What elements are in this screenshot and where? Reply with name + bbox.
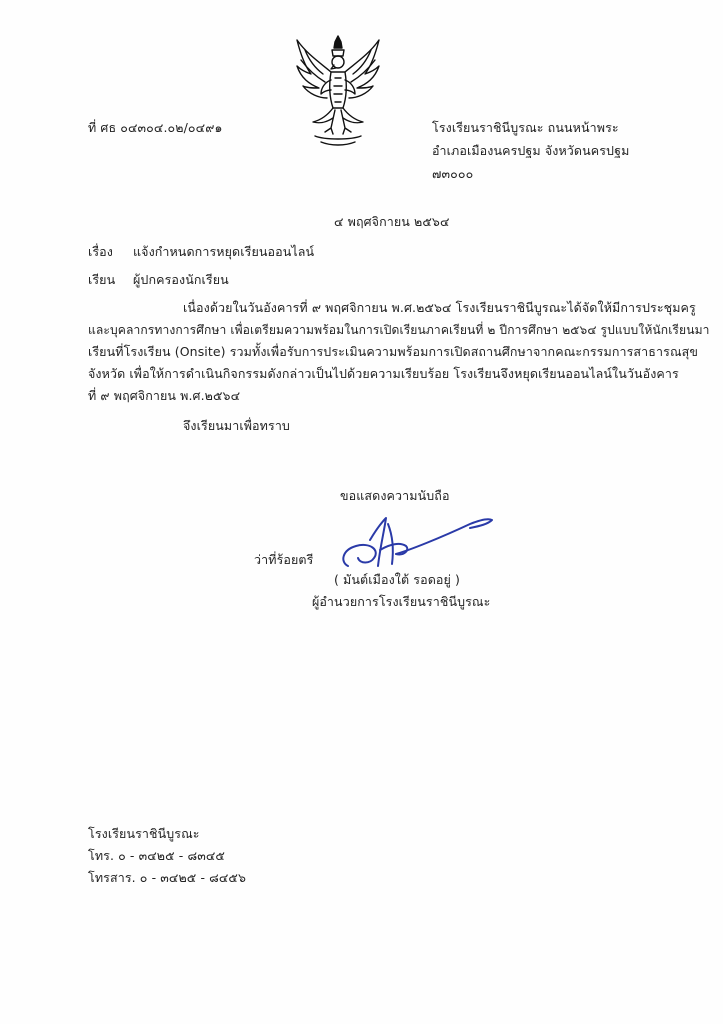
footer-organization: โรงเรียนราชินีบูรณะ [88,826,200,841]
footer-fax: โทรสาร. ๐ - ๓๔๒๕ - ๘๔๕๖ [88,870,247,885]
handwritten-signature [330,510,500,580]
signer-name: ( มันต์เมืองใต้ รอดอยู่ ) [334,572,460,587]
closing-salutation: ขอแสดงความนับถือ [340,488,450,503]
body-line: เนื่องด้วยในวันอังคารที่ ๙ พฤศจิกายน พ.ศ.๒๕๖๔ โรงเรียนราชินีบูรณะได้จัดให้มีการประชุมครู [183,300,696,315]
footer-telephone: โทร. ๐ - ๓๔๒๕ - ๘๓๔๕ [88,848,225,863]
document-reference-number: ที่ ศธ ๐๔๓๐๔.๐๒/๐๔๙๑ [88,120,223,135]
body-line: เรียนที่โรงเรียน (Onsite) รวมทั้งเพื่อรับการประเมินความพร้อมการเปิดสถานศึกษาจากคณะกรรมการสาธารณสุข [88,344,699,359]
sender-address-line-3: ๗๓๐๐๐ [432,166,474,181]
sender-address-line-1: โรงเรียนราชินีบูรณะ ถนนหน้าพระ [432,120,619,135]
sender-address-line-2: อำเภอเมืองนครปฐม จังหวัดนครปฐม [432,143,630,158]
body-line: และบุคลากรทางการศึกษา เพื่อเตรียมความพร้อมในการเปิดเรียนภาคเรียนที่ ๒ ปีการศึกษา ๒๕๖๔ รูปแบบให้นักเรียนมา [88,323,710,337]
signer-rank: ว่าที่ร้อยตรี [254,552,314,567]
addressee-text: ผู้ปกครองนักเรียน [133,272,229,287]
letter-date: ๔ พฤศจิกายน ๒๕๖๔ [334,214,450,229]
signer-position: ผู้อำนวยการโรงเรียนราชินีบูรณะ [312,594,491,609]
garuda-emblem-icon [291,32,385,150]
body-line: ที่ ๙ พฤศจิกายน พ.ศ.๒๕๖๔ [88,388,241,403]
addressee-label: เรียน [88,272,116,287]
closing-request: จึงเรียนมาเพื่อทราบ [183,418,290,433]
subject-label: เรื่อง [88,244,113,259]
subject-text: แจ้งกำหนดการหยุดเรียนออนไลน์ [133,244,315,259]
body-line: จังหวัด เพื่อให้การดำเนินกิจกรรมดังกล่าวเป็นไปด้วยความเรียบร้อย โรงเรียนจึงหยุดเรียนออนไลน์ในวันอังคาร [88,366,679,381]
